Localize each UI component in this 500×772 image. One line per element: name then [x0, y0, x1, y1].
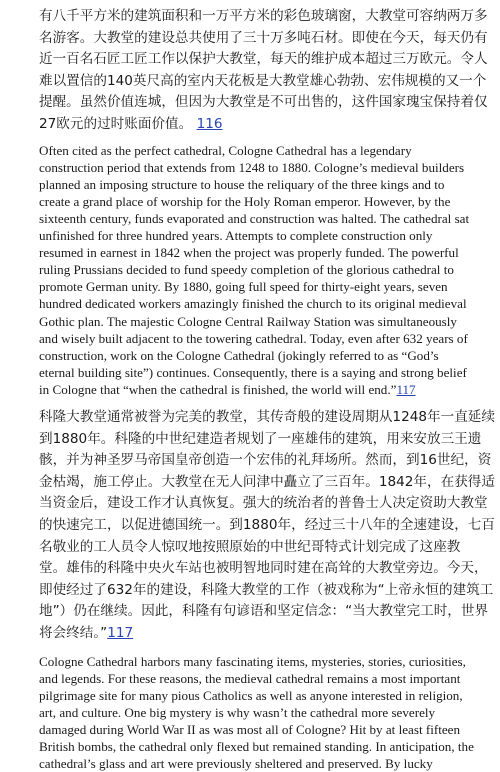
footnote-link[interactable]: 116 — [197, 116, 223, 132]
paragraph-en-construction-history — [39, 142, 460, 398]
text-line: ruling Prussians decided to fund speedy completion of the glorious cathedral to — [39, 261, 460, 278]
text-line: 金枯竭，施工停止。大教堂在无人问津中矗立了三百年。1842年，在获得适 — [39, 472, 460, 494]
text-line: 地”）仍在继续。因此，科隆有句谚语和坚定信念：“当大教堂完工时，世界 — [39, 601, 460, 623]
text-line — [39, 381, 460, 398]
text-line: promote German unity. By 1880, going full speed for thirty-eight years, seven — [39, 278, 460, 295]
text-line-content: in Cologne that “when the cathedral is finished, the world will end.” — [39, 382, 396, 397]
text-line: Gothic plan. The majestic Cologne Central Railway Station was simultaneously — [39, 313, 460, 330]
text-line: 近一百名石匠工匠工作以保护大教堂，每天的维护成本超过三万欧元。令人 — [39, 49, 460, 71]
text-line: resumed in earnest in 1842 when the project was properly funded. The powerful — [39, 244, 460, 261]
text-line — [39, 623, 460, 645]
text-line: British bombs, the cathedral only flexed but remained standing. In anticipation, the — [39, 738, 460, 755]
text-line: Often cited as the perfect cathedral, Cologne Cathedral has a legendary — [39, 142, 460, 159]
text-line: unfinished for three hundred years. Attempts to complete construction only — [39, 227, 460, 244]
text-line: pilgrimage site for many pious Catholics as well as anyone interested in religion, — [39, 687, 460, 704]
text-line: cathedral’s glass and art were previously sheltered and preserved. By lucky — [39, 755, 460, 772]
text-line: create a grand place of worship for the Holy Roman emperor. However, by the — [39, 193, 460, 210]
text-line: sixteenth century, funds evaporated and construction was halted. The cathedral sat — [39, 210, 460, 227]
text-line: 骸，并为神圣罗马帝国皇帝创造一个宏伟的礼拜场所。然而，到16世纪，资 — [39, 450, 460, 472]
text-line: 名游客。大教堂的建设总共使用了三十万多吨石材。即使在今天，每天仍有 — [39, 28, 460, 50]
text-line — [39, 114, 460, 136]
text-line-content: 27欧元的过时账面价值。 — [39, 116, 192, 132]
text-line: damaged during World War II as was most all of Cologne? Hit by at least fifteen — [39, 721, 460, 738]
paragraph-zh-cathedral-scale — [39, 6, 460, 136]
text-line: 名敬业的工人员令人惊叹地按照原始的中世纪哥特式计划完成了这座教 — [39, 537, 460, 559]
text-line: 到1880年。科隆的中世纪建造者规划了一座雄伟的建筑，用来安放三王遗 — [39, 429, 460, 451]
footnote-link[interactable]: 117 — [396, 382, 415, 397]
text-line: 提醒。虽然价值连城，但因为大教堂是不可出售的，这件国家瑰宝保持着仅 — [39, 92, 460, 114]
text-line: 当资金后，建设工作才认真恢复。强大的统治者的普鲁士人决定资助大教堂 — [39, 493, 460, 515]
text-line: eternal building site”) continues. Consequently, there is a saying and strong belief — [39, 364, 460, 381]
text-line: planned an imposing structure to house the reliquary of the three kings and to — [39, 176, 460, 193]
text-line: hundred dedicated workers amazingly finished the church to its original medieval — [39, 295, 460, 312]
paragraph-en-mysteries — [39, 653, 460, 772]
text-line: art, and culture. One big mystery is why wasn’t the cathedral more severely — [39, 704, 460, 721]
text-line: 难以置信的140英尺高的室内天花板是大教堂雄心勃勃、宏伟规模的又一个 — [39, 71, 460, 93]
text-line: 有八千平方米的建筑面积和一万平方米的彩色玻璃窗，大教堂可容纳两万多 — [39, 6, 460, 28]
text-line: Cologne Cathedral harbors many fascinating items, mysteries, stories, curiosities, — [39, 653, 460, 670]
paragraph-zh-construction-history — [39, 407, 460, 645]
text-line-content: 将会终结。” — [39, 625, 107, 641]
text-line: and wisely built adjacent to the towering cathedral. Today, even after 632 years of — [39, 330, 460, 347]
document-page — [39, 6, 460, 772]
text-line: 堂。雄伟的科隆中央火车站也被明智地同时建在高耸的大教堂旁边。今天， — [39, 558, 460, 580]
text-line: construction period that extends from 1248 to 1880. Cologne’s medieval builders — [39, 159, 460, 176]
text-line: 的快速完工，以促进德国统一。到1880年，经过三十八年的全速建设，七百 — [39, 515, 460, 537]
text-line: 科隆大教堂通常被誉为完美的教堂，其传奇般的建设周期从1248年一直延续 — [39, 407, 460, 429]
text-line: construction, work on the Cologne Cathedral (jokingly referred to as “God’s — [39, 347, 460, 364]
footnote-link[interactable]: 117 — [107, 625, 133, 641]
text-line: and legends. For these reasons, the medieval cathedral remains a most important — [39, 670, 460, 687]
text-line: 即使经过了632年的建设，科隆大教堂的工作（被戏称为“上帝永恒的建筑工 — [39, 580, 460, 602]
